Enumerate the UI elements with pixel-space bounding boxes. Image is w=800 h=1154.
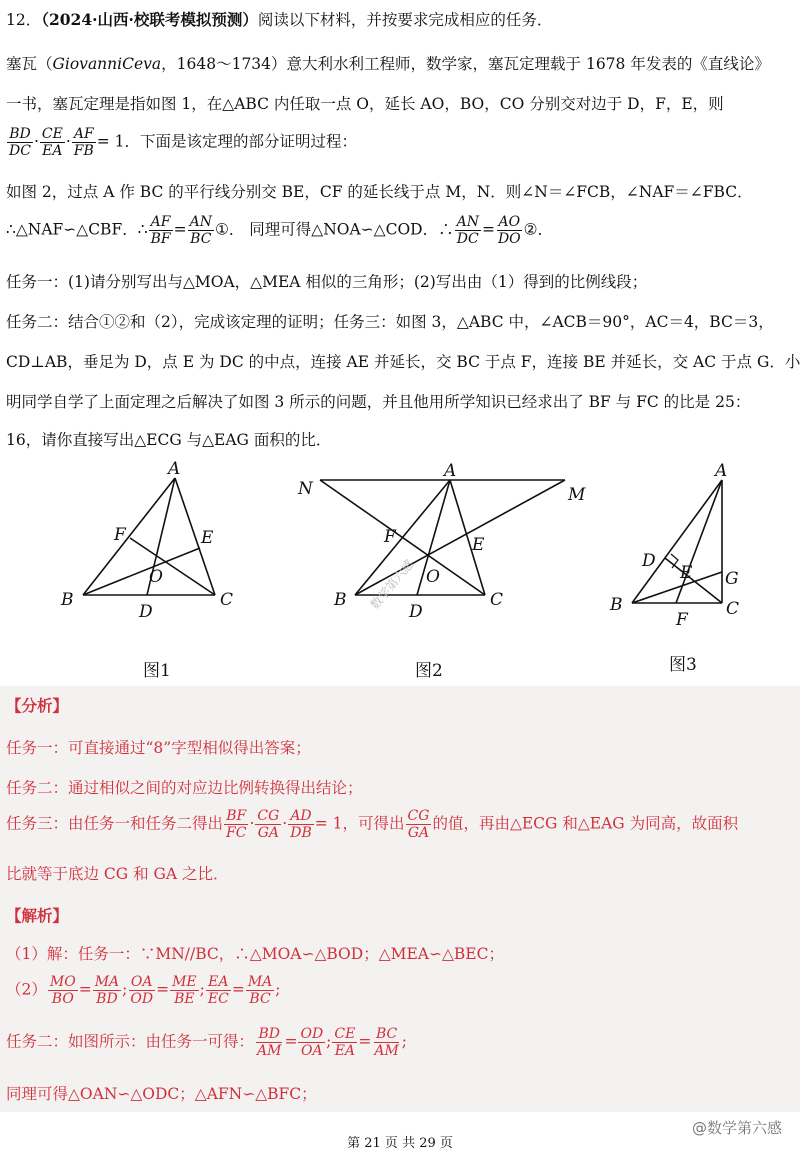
solution-step-3: 任务二：如图所示：由任务一可得： $\frac{BD}{AM}$ = $\frac{OD}{OA}$ ; $\frac{CE}{EA}$ = $\frac{BC}{AM}$ ; xyxy=(6,1026,408,1060)
vertex-label: B xyxy=(61,590,74,610)
fraction: $\frac{BD}{AM}$ xyxy=(257,1026,282,1060)
fraction: $\frac{MA}{BC}$ xyxy=(247,974,273,1008)
text-segment: GiovanniCeva xyxy=(52,55,162,73)
vertex-label: B xyxy=(334,590,347,610)
task-2-line-4: 16，请你直接写出△ECG 与△EAG 面积的比． xyxy=(6,431,332,449)
task-1: 任务一：(1)请分别写出与△MOA，△MEA 相似的三角形；(2)写出由（1）得到的比例线段； xyxy=(6,273,648,291)
vertex-label: N xyxy=(298,479,313,499)
fraction: $\frac{AD}{DB}$ xyxy=(290,808,312,842)
vertex-label: F xyxy=(384,527,396,547)
fraction: $\frac{MO}{BO}$ xyxy=(49,974,76,1008)
figure-2-caption: 图2 xyxy=(415,661,443,681)
text-segment: ，1648～1734）意大利水利工程师，数学家，塞瓦定理载于 1678 年发表的《直线论》 xyxy=(161,55,770,73)
text-segment: （2） xyxy=(6,980,47,999)
vertex-label: E xyxy=(472,535,485,555)
analysis-task-2: 任务二：通过相似之间的对应边比例转换得出结论； xyxy=(6,779,363,797)
fraction: $\frac{AN}{DC}$ xyxy=(456,214,479,248)
vertex-label: G xyxy=(725,569,739,589)
fraction: $\frac{BC}{AM}$ xyxy=(374,1026,399,1060)
problem-line-2 xyxy=(6,52,794,74)
problem-line-3: 一书，塞瓦定理是指如图 1，在△ABC 内任取一点 O，延长 AO，BO，CO 分别交对边于 D，F，E，则 xyxy=(6,95,724,113)
text-segment: 任务二：如图所示：由任务一可得： xyxy=(6,1032,255,1051)
vertex-label: F xyxy=(114,525,126,545)
text-segment: = 1，可得出 xyxy=(314,814,405,833)
figure-1 xyxy=(55,460,245,630)
fraction: $\frac{OA}{OD}$ xyxy=(130,974,154,1008)
problem-number: 12． xyxy=(6,11,42,29)
solution-step-2: （2） $\frac{MO}{BO}$ = $\frac{MA}{BD}$ ; $\frac{OA}{OD}$ = $\frac{ME}{BE}$ ; $\frac{EA}{EC}$ = $\frac{MA}{BC}$ ; xyxy=(6,974,281,1008)
fraction: $\frac{CE}{EA}$ xyxy=(334,1026,356,1060)
task-2-line-1: 任务二：结合①②和（2），完成该定理的证明；任务三：如图 3，△ABC 中，∠ACB＝90°，AC＝4，BC＝3， xyxy=(6,313,774,331)
fraction: $\frac{AF}{BF}$ xyxy=(150,214,171,248)
text-segment: 任务三：由任务一和任务二得出 xyxy=(6,814,224,833)
analysis-task-3: 任务三：由任务一和任务二得出 $\frac{BF}{FC}$ · $\frac{CG}{GA}$ · $\frac{AD}{DB}$ = 1，可得出 $\frac{CG}{GA}$ 的值，再由△ECG 和△EAG 为同高，故面积 xyxy=(6,808,739,842)
text-segment: = 1．下面是该定理的部分证明过程： xyxy=(96,132,358,151)
figure-1-caption: 图1 xyxy=(143,661,171,681)
analysis-task-1: 任务一：可直接通过“8”字型相似得出答案； xyxy=(6,739,311,757)
figure-3-caption: 图3 xyxy=(669,655,697,675)
vertex-label: E xyxy=(680,563,693,583)
fraction: $\frac{MA}{BD}$ xyxy=(94,974,120,1008)
problem-line-5: 如图 2，过点 A 作 BC 的平行线分别交 BE，CF 的延长线于点 M，N．则∠N＝∠FCB，∠NAF＝∠FBC． xyxy=(6,183,753,201)
analysis-task-3-line-2: 比就等于底边 CG 和 GA 之比． xyxy=(6,865,229,883)
figure-watermark: 数学第六感 xyxy=(367,556,417,612)
analysis-header: 【分析】 xyxy=(6,696,69,715)
text-segment: ∴△NAF∽△CBF．∴ xyxy=(6,220,148,239)
fraction: $\frac{BF}{FC}$ xyxy=(226,808,247,842)
text-segment: ①． 同理可得△NOA∽△COD．∴ xyxy=(214,220,454,239)
fraction: $\frac{CG}{GA}$ xyxy=(257,808,280,842)
fraction: $\frac{CE}{EA}$ xyxy=(41,126,63,160)
vertex-label: C xyxy=(726,599,740,619)
vertex-label: D xyxy=(139,602,153,622)
problem-line-6: ∴△NAF∽△CBF．∴ $\frac{AF}{BF}$ = $\frac{AN}{BC}$ ①． 同理可得△NOA∽△COD．∴ $\frac{AN}{DC}$ = $\frac{AO}{DO}$ ②． xyxy=(6,214,554,248)
task-2-line-2: CD⊥AB，垂足为 D，点 E 为 DC 的中点，连接 AE 并延长，交 BC 于点 F，连接 BE 并延长，交 AC 于点 G．小 xyxy=(6,353,800,371)
fraction: $\frac{EA}{EC}$ xyxy=(207,974,229,1008)
fraction: $\frac{ME}{BE}$ xyxy=(172,974,197,1008)
vertex-label: D xyxy=(409,602,423,622)
vertex-label: C xyxy=(220,590,234,610)
solution-step-1: （1）解：任务一：∵MN//BC，∴△MOA∽△BOD；△MEA∽△BEC； xyxy=(6,945,504,963)
vertex-label: A xyxy=(444,461,457,481)
watermark: @数学第六感 xyxy=(691,1119,782,1137)
fraction: $\frac{AO}{DO}$ xyxy=(497,214,521,248)
vertex-label: M xyxy=(568,485,586,505)
problem-line-1 xyxy=(6,8,794,30)
text-segment: 塞瓦（ xyxy=(6,55,53,73)
vertex-label: C xyxy=(490,590,504,610)
fraction: $\frac{OD}{OA}$ xyxy=(300,1026,324,1060)
vertex-label: D xyxy=(642,551,656,571)
vertex-label: F xyxy=(676,610,688,630)
solution-step-4: 同理可得△OAN∽△ODC；△AFN∽△BFC； xyxy=(6,1085,317,1103)
ceva-formula-line: $\frac{BD}{DC}$ · $\frac{CE}{EA}$ · $\frac{AF}{FB}$ = 1．下面是该定理的部分证明过程： xyxy=(9,126,358,160)
text-segment: ②． xyxy=(523,220,554,239)
vertex-label: O xyxy=(426,567,440,587)
fraction: $\frac{BD}{DC}$ xyxy=(9,126,31,160)
figure-2 xyxy=(290,460,610,630)
vertex-label: E xyxy=(201,528,214,548)
fraction: $\frac{AF}{FB}$ xyxy=(73,126,94,160)
vertex-label: O xyxy=(149,567,163,587)
vertex-label: A xyxy=(715,461,728,481)
problem-intro: 阅读以下材料，并按要求完成相应的任务． xyxy=(257,11,553,29)
page-footer: 第 21 页 共 29 页 xyxy=(347,1136,453,1151)
vertex-label: B xyxy=(610,595,623,615)
task-2-line-3: 明同学自学了上面定理之后解决了如图 3 所示的问题，并且他用所学知识已经求出了 BF 与 FC 的比是 25： xyxy=(6,393,751,411)
solution-header: 【解析】 xyxy=(6,906,69,925)
vertex-label: A xyxy=(168,460,181,479)
fraction: $\frac{CG}{GA}$ xyxy=(407,808,430,842)
problem-source: （2024·山西·校联考模拟预测） xyxy=(41,10,258,29)
text-segment: 的值，再由△ECG 和△EAG 为同高，故面积 xyxy=(432,814,739,833)
fraction: $\frac{AN}{BC}$ xyxy=(189,214,212,248)
figure-3 xyxy=(602,460,762,635)
